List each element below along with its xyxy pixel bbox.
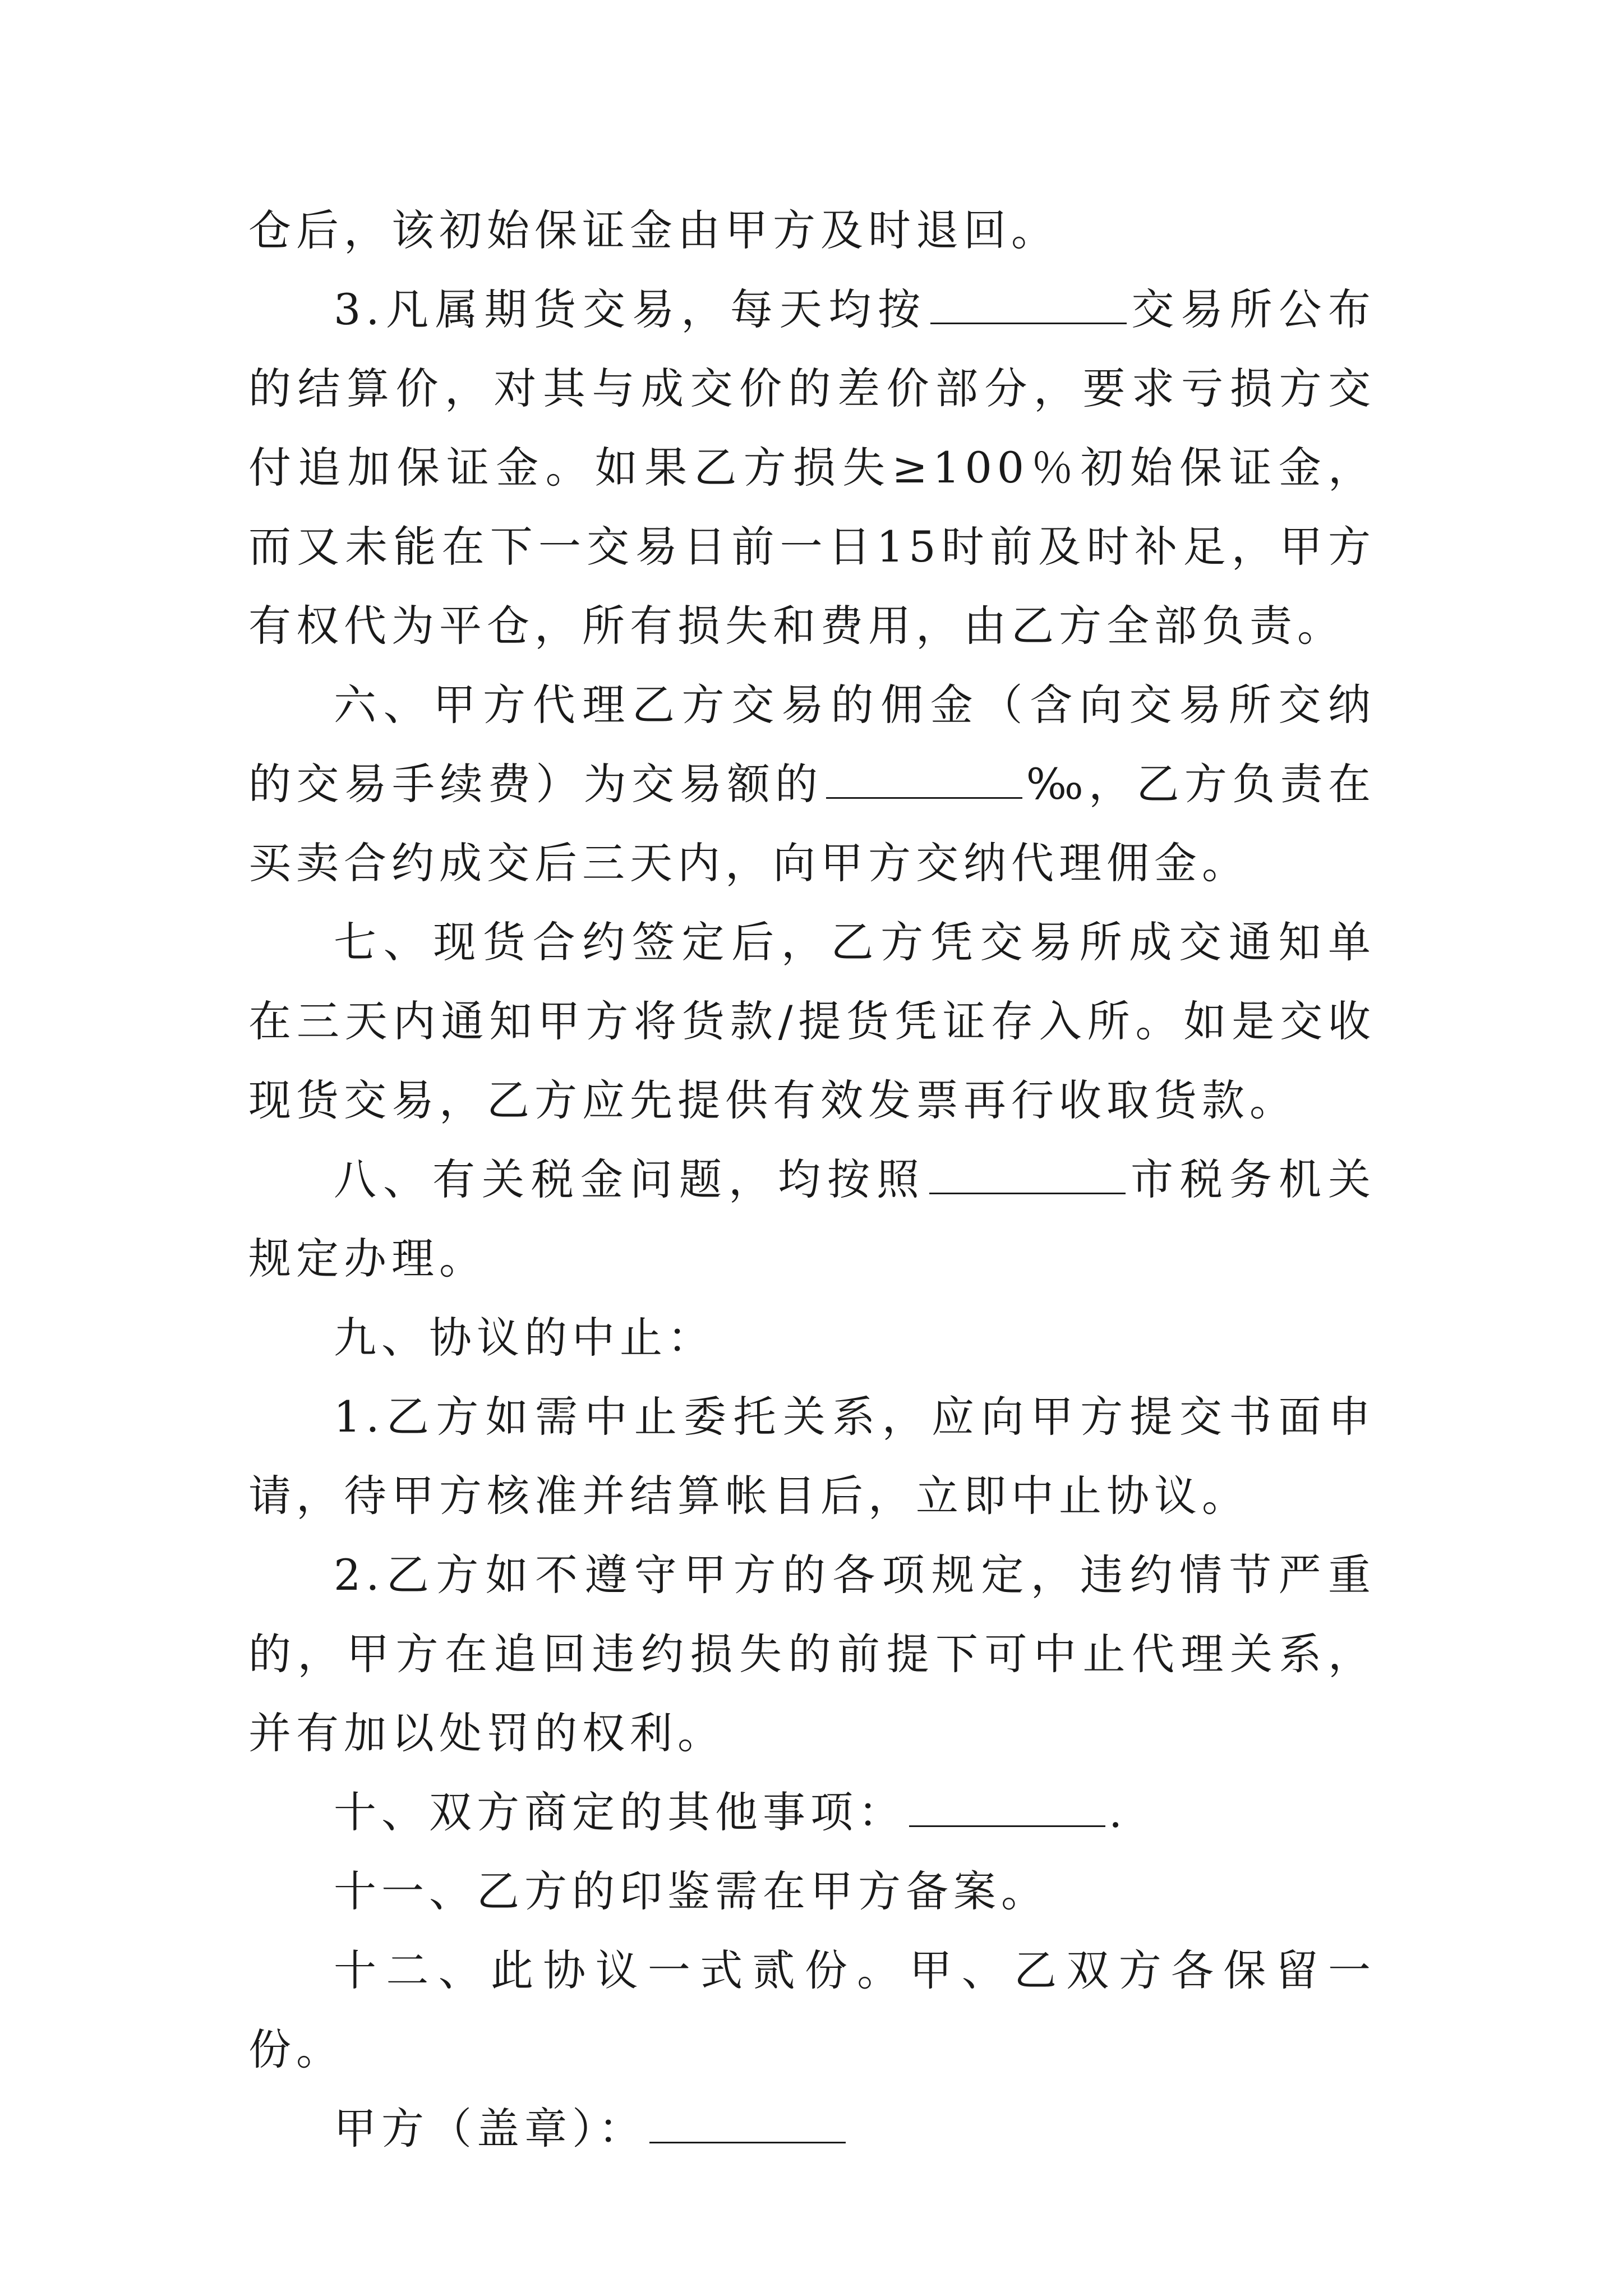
fill-blank-city <box>929 1159 1126 1194</box>
paragraph-clause-6: 六、甲方代理乙方交易的佣金（含向交易所交纳的交易手续费）为交易额的 ‰，乙方负责在买卖合约成交后三天内，向甲方交纳代理佣金。 <box>248 680 1376 888</box>
paragraph-clause-9-1: 1.乙方如需中止委托关系，应向甲方提交书面申请，待甲方核准并结算帐目后，立即中止协议。 <box>248 1392 1376 1521</box>
paragraph-clause-8: 八、有关税金问题，均按照 市税务机关规定办理。 <box>248 1154 1376 1283</box>
paragraph-clause-9-2: 2.乙方如不遵守甲方的各项规定，违约情节严重的，甲方在追回违约损失的前提下可中止代理关系，并有加以处罚的权利。 <box>248 1550 1376 1758</box>
paragraph-clause-12: 十二、此协议一式贰份。甲、乙双方各保留一份。 <box>248 1945 1376 2074</box>
document-body <box>248 191 1376 2168</box>
paragraph-clause-7: 七、现货合约签定后，乙方凭交易所成交通知单在三天内通知甲方将货款/提货凭证存入所。如是交收现货交易，乙方应先提供有效发票再行收取货款。 <box>248 917 1376 1125</box>
fill-blank-other-matters <box>909 1792 1105 1827</box>
paragraph-clause-9: 九、协议的中止： <box>334 1313 715 1363</box>
fill-blank-commission <box>826 763 1022 799</box>
fill-blank-seal <box>649 2108 846 2143</box>
fill-blank-exchange <box>930 289 1127 324</box>
signature-party-a: 甲方（盖章）： <box>248 2089 1376 2168</box>
paragraph-continuation: 仓后，该初始保证金由甲方及时退回。 <box>248 205 1059 255</box>
paragraph-clause-10: 十、双方商定的其他事项： . <box>334 1787 1128 1837</box>
paragraph-clause-11: 十一、乙方的印鉴需在甲方备案。 <box>334 1866 1049 1916</box>
paragraph-clause-3: 3.凡属期货交易，每天均按 交易所公布的结算价，对其与成交价的差价部分，要求亏损方交付追加保证金。如果乙方损失≥100％初始保证金，而又未能在下一交易日前一日15时前及时补足，甲方有权代为平仓，所有损失和费用，由乙方全部负责。 <box>248 284 1376 651</box>
